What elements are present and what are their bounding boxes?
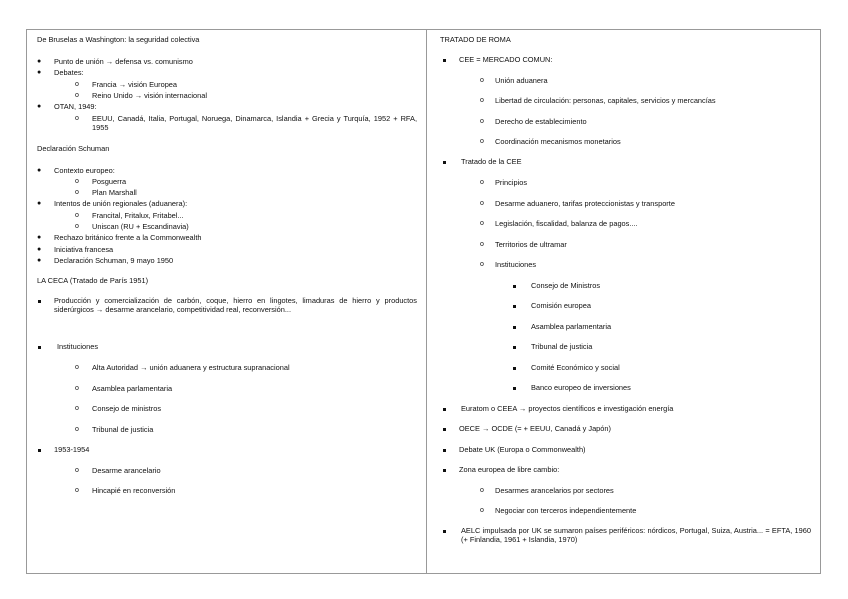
circle-bullet-icon: o: [75, 189, 79, 196]
list-item: Alta Autoridad → unión aduanera y estructura supranacional: [92, 363, 290, 372]
circle-bullet-icon: o: [75, 223, 79, 230]
list-item: Zona europea de libre cambio:: [459, 465, 560, 474]
circle-bullet-icon: o: [75, 81, 79, 88]
list-item: Rechazo británico frente a la Commonwealth: [54, 233, 202, 242]
list-item: Hincapié en reconversión: [92, 486, 176, 495]
square-bullet-icon: [513, 305, 516, 308]
square-bullet-icon: [38, 346, 41, 349]
list-item: Desarme arancelario: [92, 466, 161, 475]
list-item: Asamblea parlamentaria: [92, 384, 173, 393]
list-item: Coordinación mecanismos monetarios: [495, 137, 621, 146]
list-item: OTAN, 1949:: [54, 102, 97, 111]
circle-bullet-icon: o: [75, 178, 79, 185]
list-item: Uniscan (RU + Escandinavia): [92, 222, 189, 231]
circle-bullet-icon: o: [480, 507, 484, 514]
circle-bullet-icon: o: [480, 179, 484, 186]
column-divider: [426, 30, 427, 573]
list-item: Reino Unido → visión internacional: [92, 91, 208, 100]
bullet-icon: ●: [37, 103, 42, 110]
circle-bullet-icon: o: [75, 426, 79, 433]
heading-tratado-roma: TRATADO DE ROMA: [440, 35, 511, 44]
list-item: Libertad de circulación: personas, capitales, servicios y mercancías: [495, 96, 716, 105]
list-item: Consejo de Ministros: [531, 281, 601, 290]
circle-bullet-icon: o: [480, 118, 484, 125]
list-item: Intentos de unión regionales (aduanera):: [54, 199, 188, 208]
list-item: Comisión europea: [531, 301, 591, 310]
list-item: Punto de unión → defensa vs. comunismo: [54, 57, 193, 66]
list-item: Consejo de ministros: [92, 404, 162, 413]
circle-bullet-icon: o: [75, 92, 79, 99]
circle-bullet-icon: o: [480, 487, 484, 494]
circle-bullet-icon: o: [480, 200, 484, 207]
square-bullet-icon: [443, 428, 446, 431]
list-item: Desarmes arancelarios por sectores: [495, 486, 614, 495]
list-item: EEUU, Canadá, Italia, Portugal, Noruega, Dinamarca, Islandia + Grecia y Turquía, 1952 + RFA, 1955: [92, 114, 417, 132]
list-item: Derecho de establecimiento: [495, 117, 587, 126]
circle-bullet-icon: o: [75, 405, 79, 412]
list-item: Principios: [495, 178, 528, 187]
list-item: Legislación, fiscalidad, balanza de pagos....: [495, 219, 638, 228]
list-item: Iniciativa francesa: [54, 245, 114, 254]
list-item: 1953-1954: [54, 445, 90, 454]
list-item: Negociar con terceros independientemente: [495, 506, 637, 515]
square-bullet-icon: [443, 469, 446, 472]
list-item: CEE = MERCADO COMUN:: [459, 55, 553, 64]
list-item: Tribunal de justicia: [531, 342, 593, 351]
list-item: Producción y comercialización de carbón, coque, hierro en lingotes, limaduras de hierro y productos siderúrgicos → desarme arancelario, competitividad real, reconversión...: [54, 296, 417, 314]
list-item: Declaración Schuman, 9 mayo 1950: [54, 256, 174, 265]
circle-bullet-icon: o: [480, 261, 484, 268]
circle-bullet-icon: o: [75, 385, 79, 392]
circle-bullet-icon: o: [75, 212, 79, 219]
list-item: Banco europeo de inversiones: [531, 383, 631, 392]
square-bullet-icon: [513, 367, 516, 370]
bullet-icon: ●: [37, 58, 42, 65]
circle-bullet-icon: o: [480, 138, 484, 145]
square-bullet-icon: [443, 408, 446, 411]
list-item: Plan Marshall: [92, 188, 137, 197]
heading-bruselas: De Bruselas a Washington: la seguridad colectiva: [37, 35, 200, 44]
square-bullet-icon: [38, 300, 41, 303]
bullet-icon: ●: [37, 69, 42, 76]
list-item: Territorios de ultramar: [495, 240, 567, 249]
square-bullet-icon: [38, 449, 41, 452]
square-bullet-icon: [513, 326, 516, 329]
list-item: Asamblea parlamentaria: [531, 322, 612, 331]
circle-bullet-icon: o: [75, 467, 79, 474]
square-bullet-icon: [513, 346, 516, 349]
circle-bullet-icon: o: [75, 364, 79, 371]
list-item: AELC impulsada por UK se sumaron países periféricos: nórdicos, Portugal, Suiza, Austria... = EFTA, 1960 (+ Finlandia, 1961 + Islandia, 1970): [461, 526, 811, 544]
list-item: Desarme aduanero, tarifas proteccionistas y transporte: [495, 199, 675, 208]
bullet-icon: ●: [37, 246, 42, 253]
circle-bullet-icon: o: [480, 241, 484, 248]
list-item: Tratado de la CEE: [461, 157, 522, 166]
square-bullet-icon: [513, 387, 516, 390]
list-item: Francia → visión Europea: [92, 80, 178, 89]
bullet-icon: ●: [37, 200, 42, 207]
list-item: Francital, Fritalux, Fritabel...: [92, 211, 184, 220]
list-item: Comité Económico y social: [531, 363, 620, 372]
list-item: OECE → OCDE (= + EEUU, Canadá y Japón): [459, 424, 611, 433]
circle-bullet-icon: o: [75, 487, 79, 494]
square-bullet-icon: [513, 285, 516, 288]
square-bullet-icon: [443, 59, 446, 62]
list-item: Instituciones: [495, 260, 537, 269]
heading-ceca: LA CECA (Tratado de París 1951): [37, 276, 149, 285]
list-item: Euratom o CEEA → proyectos científicos e investigación energía: [461, 404, 674, 413]
circle-bullet-icon: o: [480, 97, 484, 104]
list-item: Unión aduanera: [495, 76, 548, 85]
list-item: Tribunal de justicia: [92, 425, 154, 434]
heading-schuman: Declaración Schuman: [37, 144, 110, 153]
square-bullet-icon: [443, 449, 446, 452]
square-bullet-icon: [443, 161, 446, 164]
list-item: Debate UK (Europa o Commonwealth): [459, 445, 586, 454]
list-item: Debates:: [54, 68, 84, 77]
list-item: Contexto europeo:: [54, 166, 115, 175]
circle-bullet-icon: o: [480, 220, 484, 227]
list-item: Posguerra: [92, 177, 127, 186]
bullet-icon: ●: [37, 257, 42, 264]
circle-bullet-icon: o: [75, 115, 79, 122]
square-bullet-icon: [443, 530, 446, 533]
bullet-icon: ●: [37, 234, 42, 241]
list-item: Instituciones: [57, 342, 99, 351]
bullet-icon: ●: [37, 167, 42, 174]
circle-bullet-icon: o: [480, 77, 484, 84]
